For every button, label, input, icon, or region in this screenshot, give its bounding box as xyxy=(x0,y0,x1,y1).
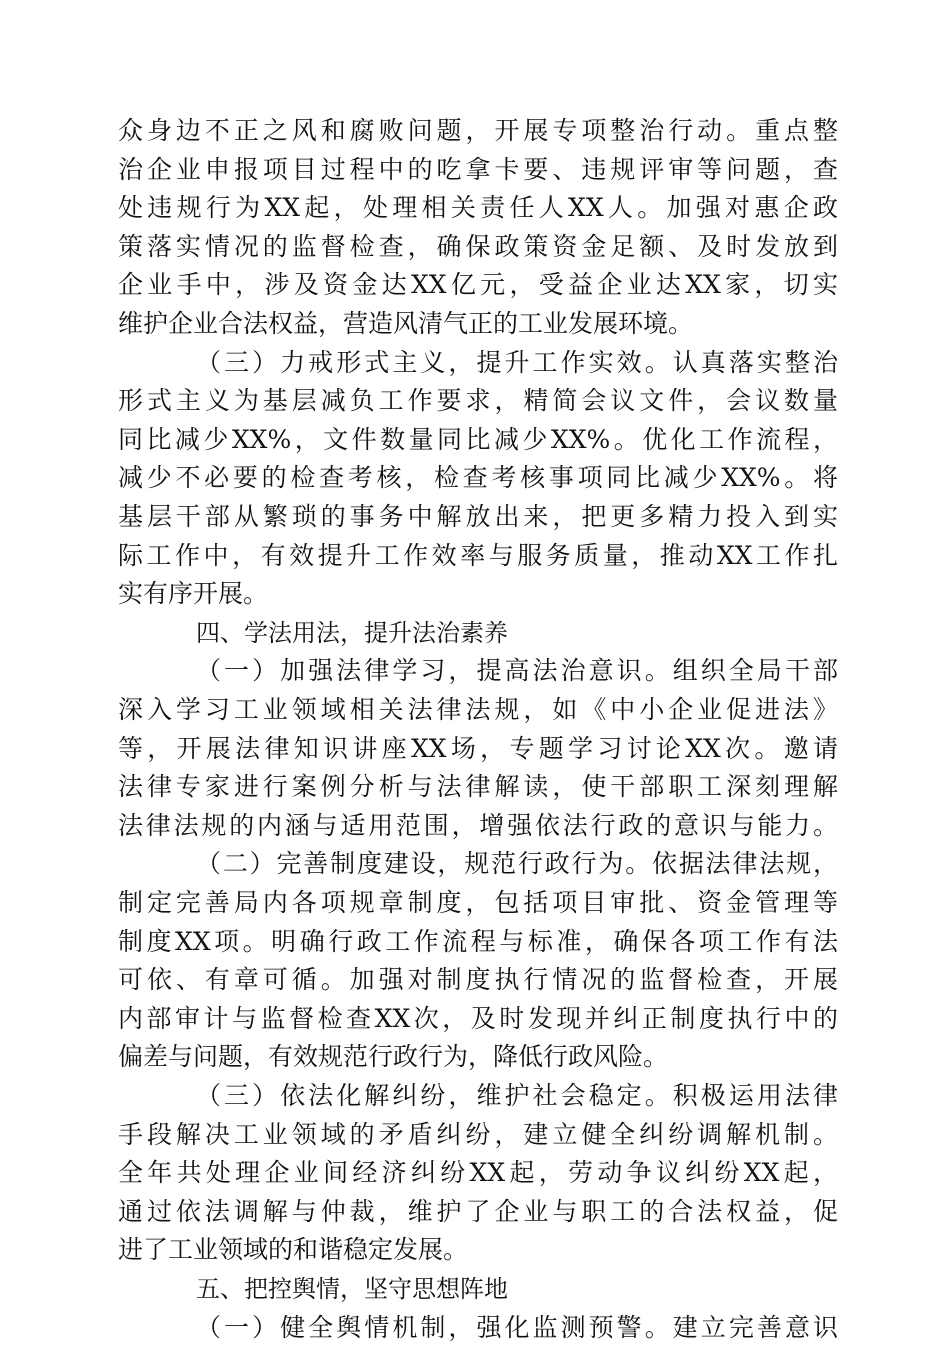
text-line: 处违规行为XX起，处理相关责任人XX人。加强对惠企政 xyxy=(118,193,838,223)
text-line: 内部审计与监督检查XX次，及时发现并纠正制度执行中的 xyxy=(118,1003,838,1033)
text-line: 全年共处理企业间经济纠纷XX起，劳动争议纠纷XX起， xyxy=(118,1158,838,1188)
text-line: 基层干部从繁琐的事务中解放出来，把更多精力投入到实 xyxy=(118,502,838,531)
text-line: 企业手中，涉及资金达XX亿元，受益企业达XX家，切实 xyxy=(118,270,838,300)
text-line: 深入学习工业领域相关法律法规，如《中小企业促进法》 xyxy=(118,695,838,724)
text-line: 可依、有章可循。加强对制度执行情况的监督检查，开展 xyxy=(118,965,838,995)
text-line: 实有序开展。 xyxy=(118,579,269,609)
text-line: 际工作中，有效提升工作效率与服务质量，推动XX工作扎 xyxy=(118,540,838,570)
text-line: 手段解决工业领域的矛盾纠纷，建立健全纠纷调解机制。 xyxy=(118,1119,838,1149)
text-line: （一）加强法律学习，提高法治意识。组织全局干部 xyxy=(196,656,838,686)
text-line: 同比减少XX%，文件数量同比减少XX%。优化工作流程， xyxy=(118,424,838,454)
text-line: 形式主义为基层减负工作要求，精简会议文件，会议数量 xyxy=(118,386,838,416)
text-line: 偏差与问题，有效规范行政行为，降低行政风险。 xyxy=(118,1042,669,1072)
text-line: 众身边不正之风和腐败问题，开展专项整治行动。重点整 xyxy=(118,116,838,145)
text-line: （三）力戒形式主义，提升工作实效。认真落实整治 xyxy=(196,347,838,377)
text-line: 治企业申报项目过程中的吃拿卡要、违规评审等问题，查 xyxy=(118,154,838,184)
text-line: 法律专家进行案例分析与法律解读，使干部职工深刻理解 xyxy=(118,772,838,802)
text-line: （一）健全舆情机制，强化监测预警。建立完善意识 xyxy=(196,1312,838,1342)
text-line: 制定完善局内各项规章制度，包括项目审批、资金管理等 xyxy=(118,888,838,917)
text-line: 通过依法调解与仲裁，维护了企业与职工的合法权益，促 xyxy=(118,1196,838,1226)
text-line: （二）完善制度建设，规范行政行为。依据法律法规， xyxy=(196,849,838,879)
text-line: 减少不必要的检查考核，检查考核事项同比减少XX%。将 xyxy=(118,463,838,493)
text-line: 等，开展法律知识讲座XX场，专题学习讨论XX次。邀请 xyxy=(118,733,838,763)
section-heading: 四、学法用法，提升法治素养 xyxy=(196,618,508,647)
text-line: （三）依法化解纠纷，维护社会稳定。积极运用法律 xyxy=(196,1081,838,1110)
section-heading: 五、把控舆情，坚守思想阵地 xyxy=(196,1275,508,1303)
text-line: 法律法规的内涵与适用范围，增强依法行政的意识与能力。 xyxy=(118,810,838,840)
text-line: 维护企业合法权益，营造风清气正的工业发展环境。 xyxy=(118,309,694,338)
text-line: 策落实情况的监督检查，确保政策资金足额、及时发放到 xyxy=(118,231,838,261)
text-line: 制度XX项。明确行政工作流程与标准，确保各项工作有法 xyxy=(118,926,838,956)
text-line: 进了工业领域的和谐稳定发展。 xyxy=(118,1235,469,1265)
